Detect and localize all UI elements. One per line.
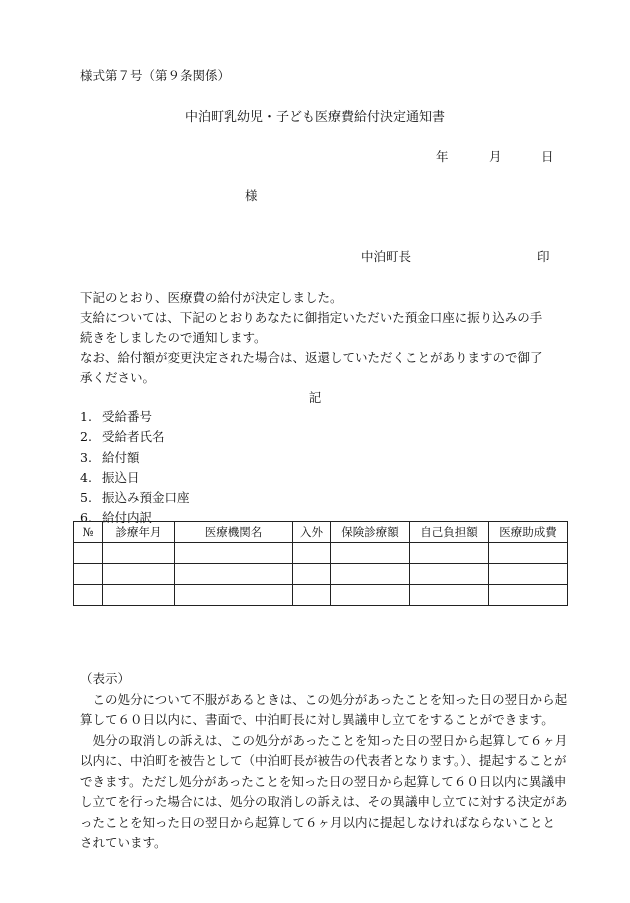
table-header-row (74, 522, 568, 543)
table-cell (410, 585, 489, 606)
table-cell (489, 564, 568, 585)
table-cell (74, 543, 103, 564)
item-label: 振込日 (102, 470, 140, 485)
date-year-label: 年 (436, 149, 449, 164)
body-line: 下記のとおり、医療費の給付が決定しました。 (80, 290, 343, 305)
notice-line: 以内に、中泊町を被告として（中泊町長が被告の代表者となります。）、提起することが (80, 753, 567, 768)
item-number: 5. (80, 490, 92, 505)
table-cell (175, 585, 293, 606)
table-row (74, 585, 568, 606)
table-cell (293, 543, 331, 564)
item-label: 給付額 (102, 450, 140, 465)
table-cell (175, 564, 293, 585)
table-row (74, 564, 568, 585)
date-month-label: 月 (489, 149, 502, 164)
item-label: 給付内訳 (102, 510, 153, 525)
notice-line: できます。ただし処分があったことを知った日の翌日から起算して６０日以内に異議申 (80, 774, 567, 789)
table-cell (410, 543, 489, 564)
list-item (80, 407, 152, 425)
list-item (80, 427, 165, 445)
body-line: なお、給付額が変更決定された場合は、返還していただくことがありますので御了 (80, 350, 543, 365)
header-institution: 医療機関名 (175, 522, 293, 543)
notice-line: ったことを知った日の翌日から起算して６ヶ月以内に提起しなければならないことと (80, 815, 556, 830)
body-line: 支給については、下記のとおりあなたに御指定いただいた預金口座に振り込みの手 (80, 310, 543, 325)
header-treatment-month: 診療年月 (103, 522, 175, 543)
list-item (80, 488, 190, 506)
item-label: 受給者氏名 (102, 429, 165, 444)
notice-line: 処分の取消しの訴えは、この処分があったことを知った日の翌日から起算して６ヶ月 (80, 733, 568, 748)
notice-line: し立てを行った場合には、処分の取消しの訴えは、その異議申し立てに対する決定があ (80, 794, 568, 809)
table-cell (74, 564, 103, 585)
date-day-label: 日 (541, 149, 554, 164)
list-item (80, 448, 140, 466)
table-cell (489, 585, 568, 606)
body-line: 承ください。 (80, 370, 156, 385)
table-cell (331, 543, 410, 564)
table-cell (293, 564, 331, 585)
table-cell (103, 543, 175, 564)
item-number: 1. (80, 409, 92, 424)
table-cell (410, 564, 489, 585)
item-number: 3. (80, 450, 92, 465)
form-number: 様式第７号（第９条関係） (80, 68, 231, 83)
addressee-suffix: 様 (245, 188, 258, 203)
header-inpatient-outpatient: 入外 (293, 522, 331, 543)
table-cell (175, 543, 293, 564)
benefit-breakdown-table (73, 521, 568, 606)
item-label: 受給番号 (102, 409, 153, 424)
table-cell (331, 564, 410, 585)
header-subsidy: 医療助成費 (489, 522, 568, 543)
issuer-name: 中泊町長 (361, 249, 412, 264)
ki-heading: 記 (308, 390, 322, 405)
table-cell (74, 585, 103, 606)
header-insurance-amount: 保険診療額 (331, 522, 410, 543)
table-row (74, 543, 568, 564)
notice-line: 算して６０日以内に、書面で、中泊町長に対し異議申し立てをすることができます。 (80, 712, 554, 727)
list-item (80, 468, 140, 486)
table-cell (103, 564, 175, 585)
item-number: 4. (80, 470, 92, 485)
table-cell (331, 585, 410, 606)
body-line: 続きをしましたので通知します。 (80, 330, 267, 345)
notice-line: この処分について不服があるときは、この処分があったことを知った日の翌日から起 (80, 692, 568, 707)
seal-mark: 印 (537, 249, 550, 264)
item-number: 2. (80, 429, 92, 444)
header-copay: 自己負担額 (410, 522, 489, 543)
header-no: № (74, 522, 103, 543)
notice-label: （表示） (80, 671, 131, 686)
item-number: 6. (80, 510, 92, 525)
table-cell (103, 585, 175, 606)
table-cell (489, 543, 568, 564)
item-label: 振込み預金口座 (102, 490, 190, 505)
table-cell (293, 585, 331, 606)
notice-line: されています。 (80, 835, 167, 850)
document-title: 中泊町乳幼児・子ども医療費給付決定通知書 (184, 110, 445, 125)
